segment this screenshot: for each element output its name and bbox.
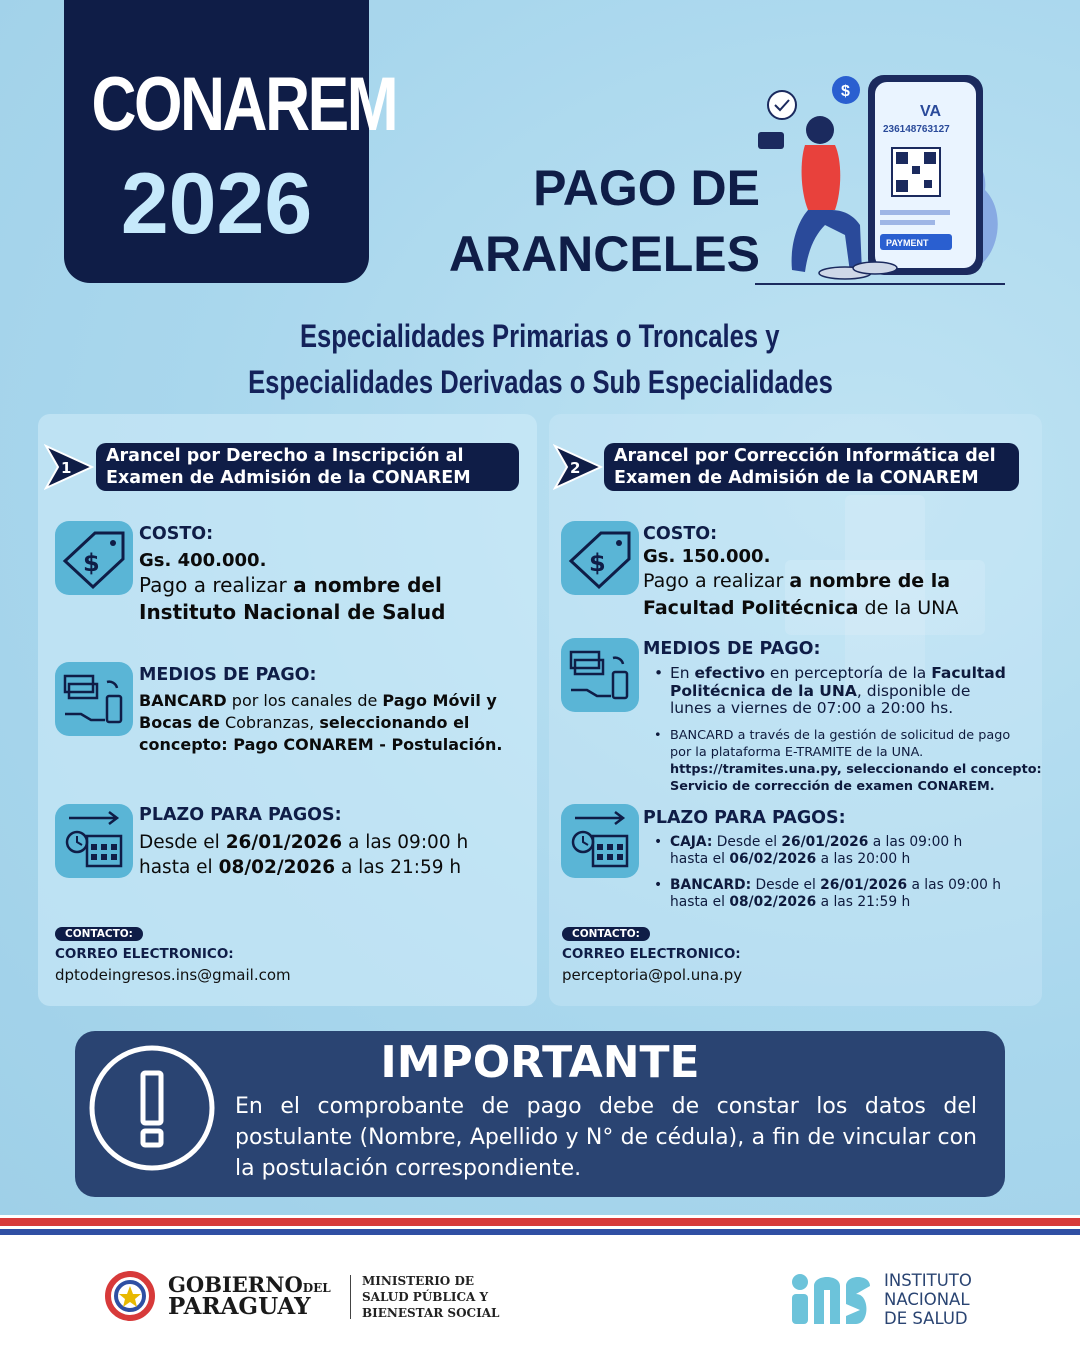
brand-year: 2026 — [120, 156, 313, 252]
contact-heading: CORREO ELECTRONICO: — [55, 946, 234, 962]
gov-name-line2: PARAGUAY — [168, 1293, 311, 1320]
cost-value: Gs. 150.000. — [643, 546, 771, 567]
page-title — [420, 155, 760, 287]
price-tag-icon — [55, 521, 133, 595]
plazo-heading: PLAZO PARA PAGOS: — [643, 808, 846, 828]
medios-list — [652, 665, 1032, 718]
dollar-icon: $ — [841, 83, 850, 100]
price-tag-icon — [561, 521, 639, 595]
step-number-1: 1 — [61, 459, 72, 477]
important-title: IMPORTANTE — [380, 1037, 700, 1088]
subtitle-line2: Especialidades Derivadas o Sub Especialidades — [247, 364, 833, 400]
cost-heading: COSTO: — [139, 524, 214, 544]
step-number-2: 2 — [570, 459, 581, 477]
list-item: • En efectivo en perceptoría de la Facultad Politécnica de la UNA, disponible de lunes a viernes de 07:00 a 20:00 hs. — [652, 665, 1032, 718]
calendar-clock-icon — [561, 804, 639, 878]
card-va-text: VA — [920, 103, 942, 120]
plazo-heading: PLAZO PARA PAGOS: — [139, 805, 342, 825]
step-arrow-icon — [44, 444, 94, 490]
cost-description: Pago a realizar a nombre de la Facultad Politécnica de la UNA — [643, 570, 959, 619]
important-text: En el comprobante de pago debe de constar los datos del postulante (Nombre, Apellido y N° de cédula), a fin de vincular con la postulación correspondiente. — [235, 1094, 977, 1181]
card1-label-line1: Arancel por Derecho a Inscripción al — [106, 446, 464, 466]
svg-text:$: $ — [589, 549, 606, 577]
contact-email[interactable]: dptodeingresos.ins@gmail.com — [55, 966, 291, 984]
flag-stripe-red — [0, 1218, 1080, 1226]
payment-hand-icon — [55, 662, 133, 736]
card2-label-line1: Arancel por Corrección Informática del — [614, 446, 996, 466]
medios-heading: MEDIOS DE PAGO: — [643, 639, 821, 659]
medios-heading: MEDIOS DE PAGO: — [139, 665, 317, 685]
card-number-text: 236148763127 — [883, 124, 950, 135]
cost-heading: COSTO: — [643, 524, 718, 544]
ministry-name: MINISTERIO DE SALUD PÚBLICA Y BIENESTAR SOCIAL — [362, 1274, 500, 1320]
ins-name: INSTITUTO NACIONAL DE SALUD — [884, 1271, 972, 1328]
page-title-line2: ARANCELES — [448, 226, 760, 282]
list-item: • CAJA: Desde el 26/01/2026 a las 09:00 h hasta el 06/02/2026 a las 20:00 h — [652, 834, 1037, 868]
ins-logo-icon — [790, 1272, 872, 1326]
brand-title: CONAREM — [91, 62, 397, 147]
payment-label-text: PAYMENT — [886, 238, 929, 248]
calendar-clock-icon — [55, 804, 133, 878]
flag-stripe-blue — [0, 1229, 1080, 1235]
card1-label-line2: Examen de Admisión de la CONAREM — [106, 468, 471, 488]
list-item: • BANCARD: Desde el 26/01/2026 a las 09:00 h hasta el 08/02/2026 a las 21:59 h — [652, 877, 1037, 911]
page-title-line1: PAGO DE — [533, 160, 760, 216]
medios-list-2 — [652, 727, 1042, 795]
list-item: • BANCARD a través de la gestión de solicitud de pago por la plataforma E-TRAMITE de la UNA. https://tramites.una.py, seleccionando el concepto: Servicio de corrección de examen CONAREM. — [652, 727, 1042, 795]
plazo-list — [652, 834, 1037, 911]
contact-email[interactable]: perceptoria@pol.una.py — [562, 966, 743, 984]
important-box — [75, 1031, 1005, 1197]
svg-text:$: $ — [83, 549, 100, 577]
card2-label-line2: Examen de Admisión de la CONAREM — [614, 468, 979, 488]
card1-label — [96, 443, 519, 491]
payment-illustration — [750, 60, 1010, 290]
payment-hand-icon — [561, 638, 639, 712]
cost-value: Gs. 400.000. — [139, 550, 267, 571]
subtitle — [0, 313, 1080, 405]
gov-name-line1: GOBIERNODEL — [168, 1272, 331, 1297]
plazo-description: Desde el 26/01/2026 a las 09:00 h hasta el 08/02/2026 a las 21:59 h — [139, 832, 469, 878]
medios-description: BANCARD por los canales de Pago Móvil y Bocas de Cobranzas, seleccionando el concepto: Pago CONAREM - Postulación. — [139, 691, 503, 754]
contact-pill: CONTACTO: — [562, 927, 650, 941]
contact-heading: CORREO ELECTRONICO: — [562, 946, 741, 962]
title-block — [64, 0, 397, 283]
footer-divider — [350, 1275, 351, 1319]
subtitle-line1: Especialidades Primarias o Troncales y — [300, 318, 780, 354]
government-seal-icon — [100, 1270, 160, 1322]
card2-label — [604, 443, 1019, 491]
cost-description: Pago a realizar a nombre del Instituto Nacional de Salud — [139, 573, 446, 624]
contact-pill: CONTACTO: — [55, 927, 143, 941]
step-arrow-icon — [553, 444, 603, 490]
